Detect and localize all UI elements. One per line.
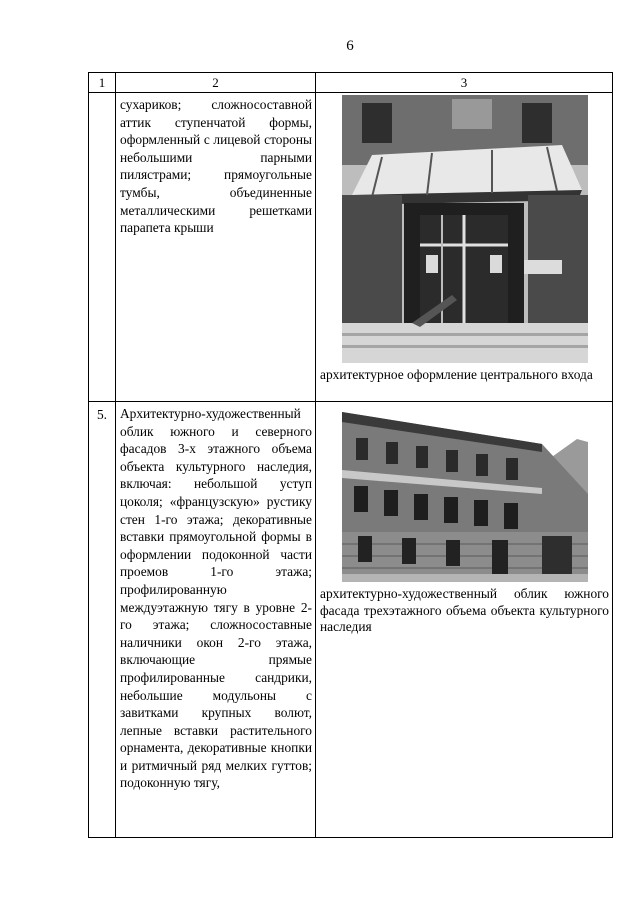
- photo-caption: архитектурное оформление центрального входа: [320, 367, 593, 382]
- column-header-2: 2: [116, 73, 316, 93]
- row-description: сухариков; сложносоставной аттик ступенчатой формы, оформленный с лицевой стороны небольшими парными пилястрами; прямоугольные тумбы, объединенные металлическими решетками парапета крыши: [120, 97, 312, 236]
- row-photo-cell: [316, 402, 613, 838]
- row-description: Архитектурно-художественный облик южного и северного фасадов 3-х этажного объема объекта культурного наследия, включая: небольшой уступ цоколя; «французскую» рустику стен 1-го этажа; декоративные вставки прямоугольной формы в оформлении подоконной части проемов 1-го этажа; профилированную междуэтажную тягу в уровне 2-го этажа; сложносоставные наличники окон 2-го этажа, включающие прямые профилированные сандрики, небольшие модульоны с завитками крупных волют, лепные вставки растительного орнамента, декоративные кнопки и ритмичный ряд мелких гуттов; подоконную тягу,: [120, 406, 312, 791]
- row-number: [89, 93, 116, 402]
- row-photo-cell: [316, 93, 613, 402]
- column-header-3: 3: [316, 73, 613, 93]
- row-description-cell: [116, 93, 316, 402]
- entrance-photo: [342, 95, 588, 363]
- page-number: 6: [346, 38, 354, 54]
- row-number: 5.: [89, 402, 116, 838]
- table-row-5: [89, 402, 613, 838]
- south-facade-photo: [342, 404, 588, 582]
- column-header-1: 1: [89, 73, 116, 93]
- row-description-cell: [116, 402, 316, 838]
- heritage-table: [88, 72, 613, 838]
- table-row-continuation: [89, 93, 613, 402]
- table-header-row: [89, 73, 613, 93]
- photo-caption: архитектурно-художественный облик южного фасада трехэтажного объема объекта культурного наследия: [320, 586, 609, 634]
